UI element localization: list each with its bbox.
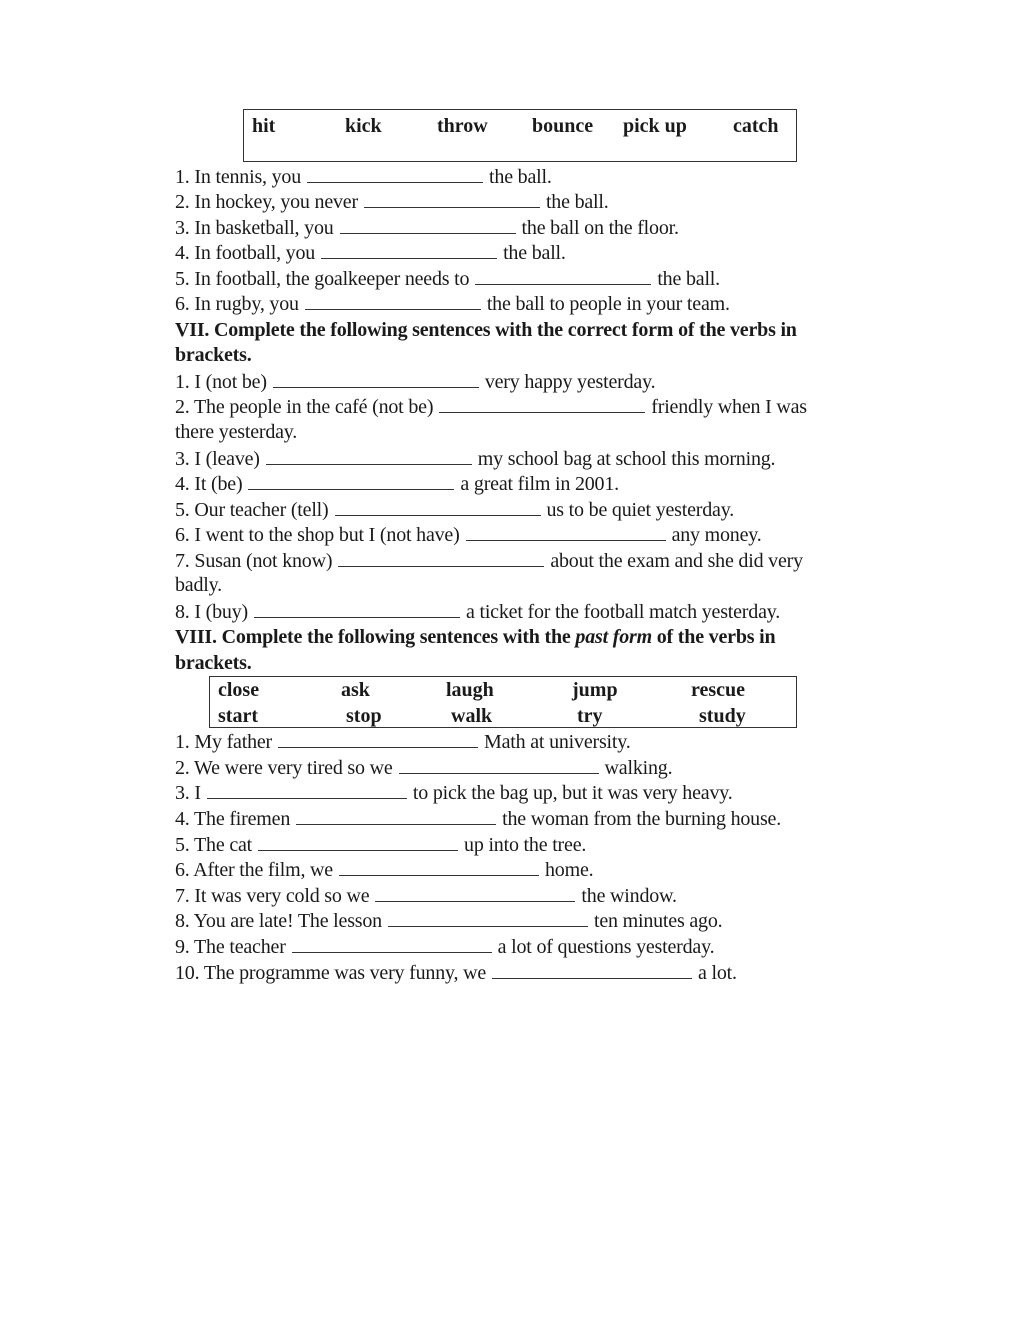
answer-blank[interactable]	[335, 497, 541, 516]
answer-blank[interactable]	[339, 857, 539, 876]
exercise-line: 1. In tennis, you the ball.	[175, 166, 552, 188]
word-box-item: bounce	[532, 115, 594, 137]
exercise-line: 10. The programme was very funny, we a lot.	[175, 962, 737, 984]
answer-blank[interactable]	[475, 266, 651, 285]
exercise-line: 7. It was very cold so we the window.	[175, 885, 677, 907]
answer-blank[interactable]	[273, 369, 479, 388]
answer-blank[interactable]	[305, 291, 481, 310]
word-box-item: jump	[572, 679, 618, 701]
exercise-line: 4. In football, you the ball.	[175, 242, 566, 264]
exercise-line: 7. Susan (not know) about the exam and she did very	[175, 550, 803, 572]
exercise-line: 9. The teacher a lot of questions yesterday.	[175, 936, 715, 958]
section-8-heading-cont: brackets.	[175, 652, 252, 674]
word-box-item: laugh	[446, 679, 494, 701]
section-7-heading: VII. Complete the following sentences with the correct form of the verbs in	[175, 319, 797, 341]
answer-blank[interactable]	[375, 883, 575, 902]
answer-blank[interactable]	[258, 832, 458, 851]
exercise-line: 2. We were very tired so we walking.	[175, 757, 673, 779]
answer-blank[interactable]	[338, 548, 544, 567]
word-box-item: pick up	[623, 115, 687, 137]
exercise-line: 5. In football, the goalkeeper needs to the ball.	[175, 268, 720, 290]
answer-blank[interactable]	[466, 522, 666, 541]
word-box-item: stop	[346, 705, 382, 727]
exercise-line: 3. I (leave) my school bag at school this morning.	[175, 448, 776, 470]
answer-blank[interactable]	[307, 164, 483, 183]
answer-blank[interactable]	[492, 960, 692, 979]
answer-blank[interactable]	[296, 806, 496, 825]
answer-blank[interactable]	[248, 471, 454, 490]
word-box-item: try	[577, 705, 603, 727]
exercise-line: 3. In basketball, you the ball on the floor.	[175, 217, 679, 239]
exercise-line-cont: there yesterday.	[175, 421, 298, 443]
word-box-item: study	[699, 705, 746, 727]
word-box-item: hit	[252, 115, 276, 137]
exercise-line: 2. The people in the café (not be) friendly when I was	[175, 396, 807, 418]
exercise-line: 5. Our teacher (tell) us to be quiet yesterday.	[175, 499, 735, 521]
exercise-line: 6. After the film, we home.	[175, 859, 594, 881]
exercise-line-cont: badly.	[175, 574, 222, 596]
word-box-item: start	[218, 705, 258, 727]
word-box-past-verbs	[209, 676, 797, 728]
word-box-item: close	[218, 679, 260, 701]
word-box-item: ask	[341, 679, 370, 701]
heading-emphasis: past form	[575, 626, 652, 648]
answer-blank[interactable]	[266, 446, 472, 465]
section-7-heading-cont: brackets.	[175, 344, 252, 366]
word-box-sports-verbs	[243, 109, 797, 162]
word-box-item: rescue	[691, 679, 746, 701]
answer-blank[interactable]	[388, 908, 588, 927]
answer-blank[interactable]	[207, 780, 407, 799]
exercise-line: 1. My father Math at university.	[175, 731, 631, 753]
exercise-line: 6. In rugby, you the ball to people in your team.	[175, 293, 730, 315]
exercise-line: 3. I to pick the bag up, but it was very heavy.	[175, 782, 733, 804]
exercise-line: 6. I went to the shop but I (not have) any money.	[175, 524, 762, 546]
exercise-line: 1. I (not be) very happy yesterday.	[175, 371, 656, 393]
answer-blank[interactable]	[340, 215, 516, 234]
section-8-heading: VIII. Complete the following sentences with the past form of the verbs in	[175, 626, 776, 648]
exercise-line: 4. It (be) a great film in 2001.	[175, 473, 619, 495]
word-box-item: walk	[451, 705, 493, 727]
answer-blank[interactable]	[254, 599, 460, 618]
word-box-item: kick	[345, 115, 382, 137]
answer-blank[interactable]	[278, 729, 478, 748]
answer-blank[interactable]	[321, 240, 497, 259]
answer-blank[interactable]	[364, 189, 540, 208]
word-box-item: throw	[437, 115, 488, 137]
exercise-line: 8. You are late! The lesson ten minutes ago.	[175, 910, 723, 932]
answer-blank[interactable]	[292, 934, 492, 953]
answer-blank[interactable]	[439, 394, 645, 413]
exercise-line: 2. In hockey, you never the ball.	[175, 191, 609, 213]
answer-blank[interactable]	[399, 755, 599, 774]
word-box-item: catch	[733, 115, 779, 137]
exercise-line: 8. I (buy) a ticket for the football match yesterday.	[175, 601, 781, 623]
exercise-line: 4. The firemen the woman from the burning house.	[175, 808, 782, 830]
exercise-line: 5. The cat up into the tree.	[175, 834, 587, 856]
